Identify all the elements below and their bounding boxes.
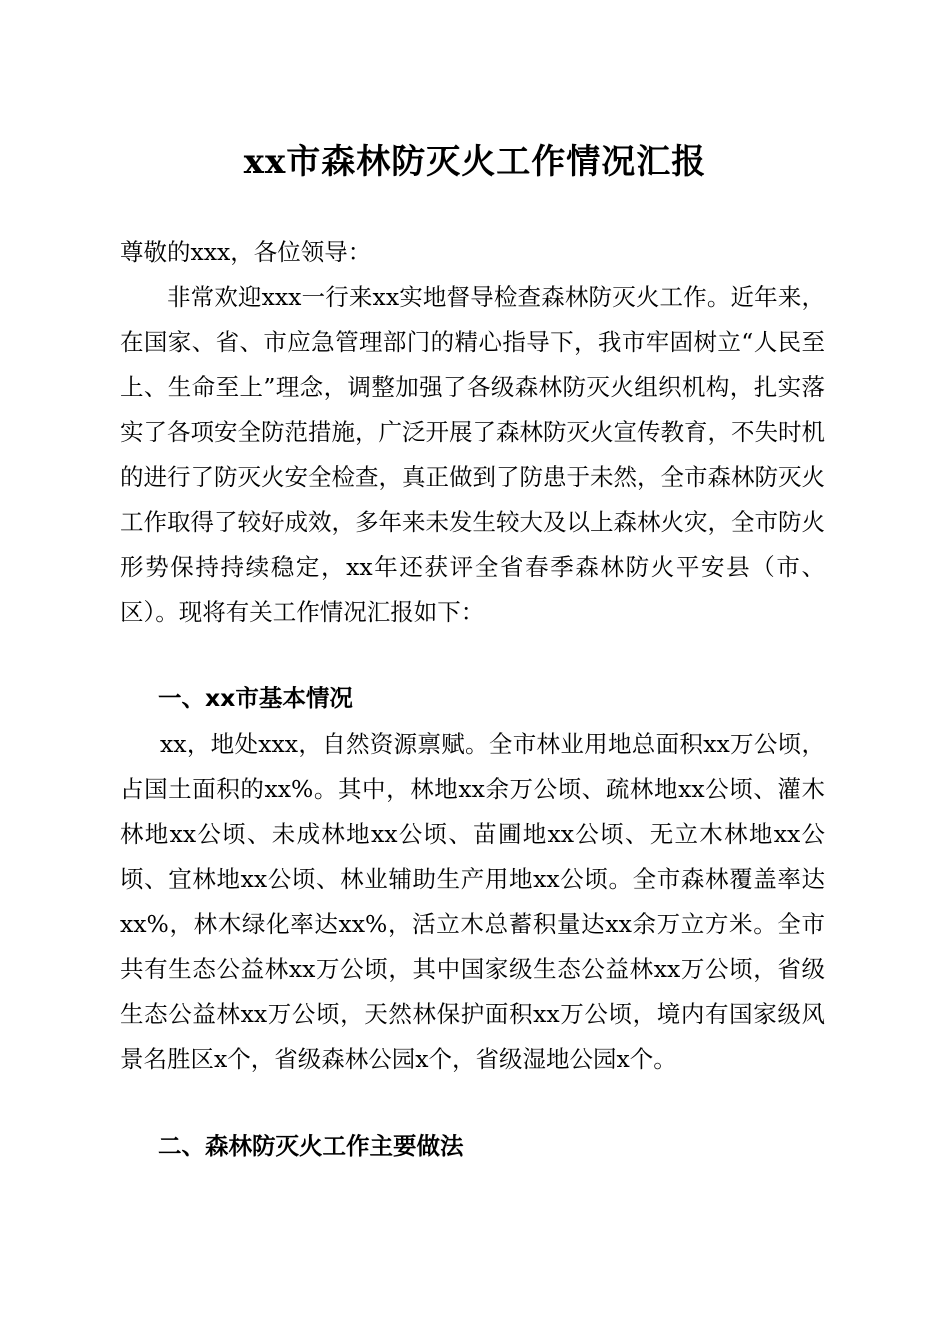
salutation: 尊敬的xxx，各位领导： <box>120 238 372 266</box>
basic-info-paragraph: xx，地处xxx，自然资源禀赋。全市林业用地总面积xx万公顷，占国土面积的xx%。其中，林地xx余万公顷、疏林地xx公顷、灌木林地xx公顷、未成林地xx公顷、苗圃地xx公顷、无立木林地xx公顷、宜林地xx公顷、林业辅助生产用地xx公顷。全市森林覆盖率达xx%，林木绿化率达xx%，活立木总蓄积量达xx余万立方米。全市共有生态公益林xx万公顷，其中国家级生态公益林xx万公顷，省级生态公益林xx万公顷，天然林保护面积xx万公顷，境内有国家级风景名胜区x个，省级森林公园x个，省级湿地公园x个。 <box>120 730 825 1073</box>
section-heading-main-practices: 二、森林防灭火工作主要做法 <box>158 1132 464 1160</box>
intro-paragraph: 非常欢迎xxx一行来xx实地督导检查森林防灭火工作。近年来，在国家、省、市应急管理部门的精心指导下，我市牢固树立“人民至上、生命至上”理念，调整加强了各级森林防灭火组织机构，扎实落实了各项安全防范措施，广泛开展了森林防灭火宣传教育，不失时机的进行了防灭火安全检查，真正做到了防患于未然，全市森林防灭火工作取得了较好成效，多年来未发生较大及以上森林火灾，全市防火形势保持持续稳定，xx年还获评全省春季森林防火平安县（市、区）。现将有关工作情况汇报如下： <box>120 283 825 626</box>
document-title: xx市森林防灭火工作情况汇报 <box>243 142 707 182</box>
section-heading-basic-info: 一、xx市基本情况 <box>158 684 353 712</box>
